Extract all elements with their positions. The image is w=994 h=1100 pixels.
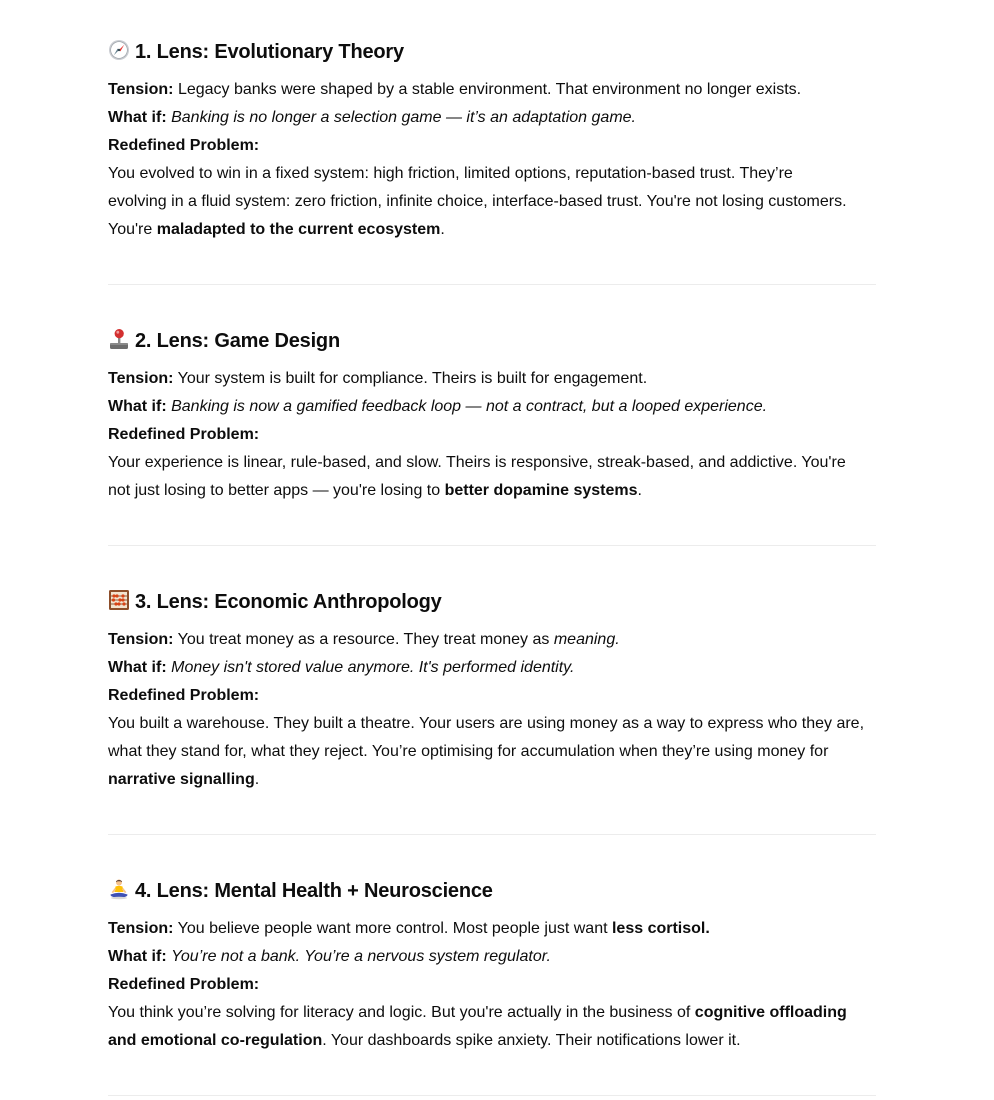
problem-text-line — [108, 766, 876, 794]
whatif-label: What if: — [108, 109, 167, 126]
problem-emphasis: better dopamine systems — [444, 482, 638, 499]
tension-emphasis: meaning. — [553, 631, 620, 648]
section-divider — [108, 834, 876, 835]
problem-text-line: Your experience is linear, rule-based, and slow. Theirs is responsive, streak-based, and addictive. You're — [108, 454, 846, 471]
tension-line — [108, 626, 876, 654]
tension-label: Tension: — [108, 631, 174, 648]
problem-text-line: You evolved to win in a fixed system: high friction, limited options, reputation-based trust. They’re — [108, 165, 793, 182]
tension-label: Tension: — [108, 920, 174, 937]
section-body — [108, 626, 876, 794]
redefined-problem-label: Redefined Problem: — [108, 137, 260, 154]
whatif-line — [108, 943, 876, 971]
whatif-text: Money isn't stored value anymore. It's performed identity. — [171, 659, 575, 676]
problem-text-line: evolving in a fluid system: zero friction, infinite choice, interface-based trust. You're not losing customers. — [108, 193, 847, 210]
problem-text-line: You built a warehouse. They built a theatre. Your users are using money as a way to express who they are, — [108, 715, 865, 732]
tension-line — [108, 76, 876, 104]
lens-section-mental-health-neuroscience — [108, 877, 876, 1055]
abacus-icon — [108, 589, 130, 611]
section-heading — [108, 38, 876, 66]
section-heading — [108, 327, 876, 355]
problem-emphasis: maladapted to the current ecosystem — [156, 221, 441, 238]
tension-line — [108, 915, 876, 943]
whatif-label: What if: — [108, 659, 167, 676]
tension-text: You believe people want more control. Most people just want — [177, 920, 612, 937]
tension-text: Legacy banks were shaped by a stable environment. That environment no longer exists. — [177, 81, 802, 98]
problem-text: . — [254, 771, 260, 788]
redefined-problem-label: Redefined Problem: — [108, 687, 260, 704]
problem-text: You think you’re solving for literacy and logic. But you're actually in the business of — [108, 1004, 695, 1021]
section-heading — [108, 588, 876, 616]
problem-emphasis: narrative signalling — [108, 771, 255, 788]
tension-label: Tension: — [108, 370, 174, 387]
redefined-problem-label: Redefined Problem: — [108, 976, 260, 993]
problem-text-line — [108, 1027, 876, 1055]
problem-emphasis: and emotional co-regulation — [108, 1032, 323, 1049]
section-body — [108, 76, 876, 244]
whatif-label: What if: — [108, 948, 167, 965]
section-title: 2. Lens: Game Design — [135, 330, 340, 352]
tension-text: You treat money as a resource. They treat money as — [177, 631, 554, 648]
problem-emphasis: cognitive offloading — [694, 1004, 847, 1021]
problem-text-line — [108, 477, 876, 505]
tension-line — [108, 365, 876, 393]
whatif-line — [108, 104, 876, 132]
problem-text-line — [108, 999, 876, 1027]
whatif-label: What if: — [108, 398, 167, 415]
problem-text: . Your dashboards spike anxiety. Their notifications lower it. — [322, 1032, 741, 1049]
whatif-text: Banking is no longer a selection game — it’s an adaptation game. — [171, 109, 636, 126]
section-body — [108, 915, 876, 1055]
problem-text: not just losing to better apps — you're losing to — [108, 482, 445, 499]
problem-text: . — [440, 221, 445, 238]
section-divider — [108, 1095, 876, 1096]
section-body — [108, 365, 876, 505]
joystick-icon — [108, 328, 130, 350]
section-title: 3. Lens: Economic Anthropology — [135, 591, 442, 613]
section-heading — [108, 877, 876, 905]
tension-label: Tension: — [108, 81, 174, 98]
whatif-text: Banking is now a gamified feedback loop — not a contract, but a looped experience. — [171, 398, 768, 415]
section-divider — [108, 545, 876, 546]
meditation-icon — [108, 878, 130, 900]
problem-text-line — [108, 216, 876, 244]
tension-text: Your system is built for compliance. Theirs is built for engagement. — [177, 370, 648, 387]
problem-text: . — [637, 482, 642, 499]
compass-icon — [108, 39, 130, 61]
lens-section-evolutionary-theory — [108, 38, 876, 244]
problem-text-line: what they stand for, what they reject. You’re optimising for accumulation when they’re using money for — [108, 743, 829, 760]
section-title: 4. Lens: Mental Health + Neuroscience — [135, 880, 493, 902]
whatif-line — [108, 654, 876, 682]
lens-section-economic-anthropology — [108, 588, 876, 794]
problem-text: You're — [108, 221, 157, 238]
section-divider — [108, 284, 876, 285]
whatif-text: You’re not a bank. You’re a nervous system regulator. — [171, 948, 551, 965]
tension-emphasis: less cortisol. — [611, 920, 710, 937]
redefined-problem-label: Redefined Problem: — [108, 426, 260, 443]
lens-section-game-design — [108, 327, 876, 505]
section-title: 1. Lens: Evolutionary Theory — [135, 41, 404, 63]
whatif-line — [108, 393, 876, 421]
